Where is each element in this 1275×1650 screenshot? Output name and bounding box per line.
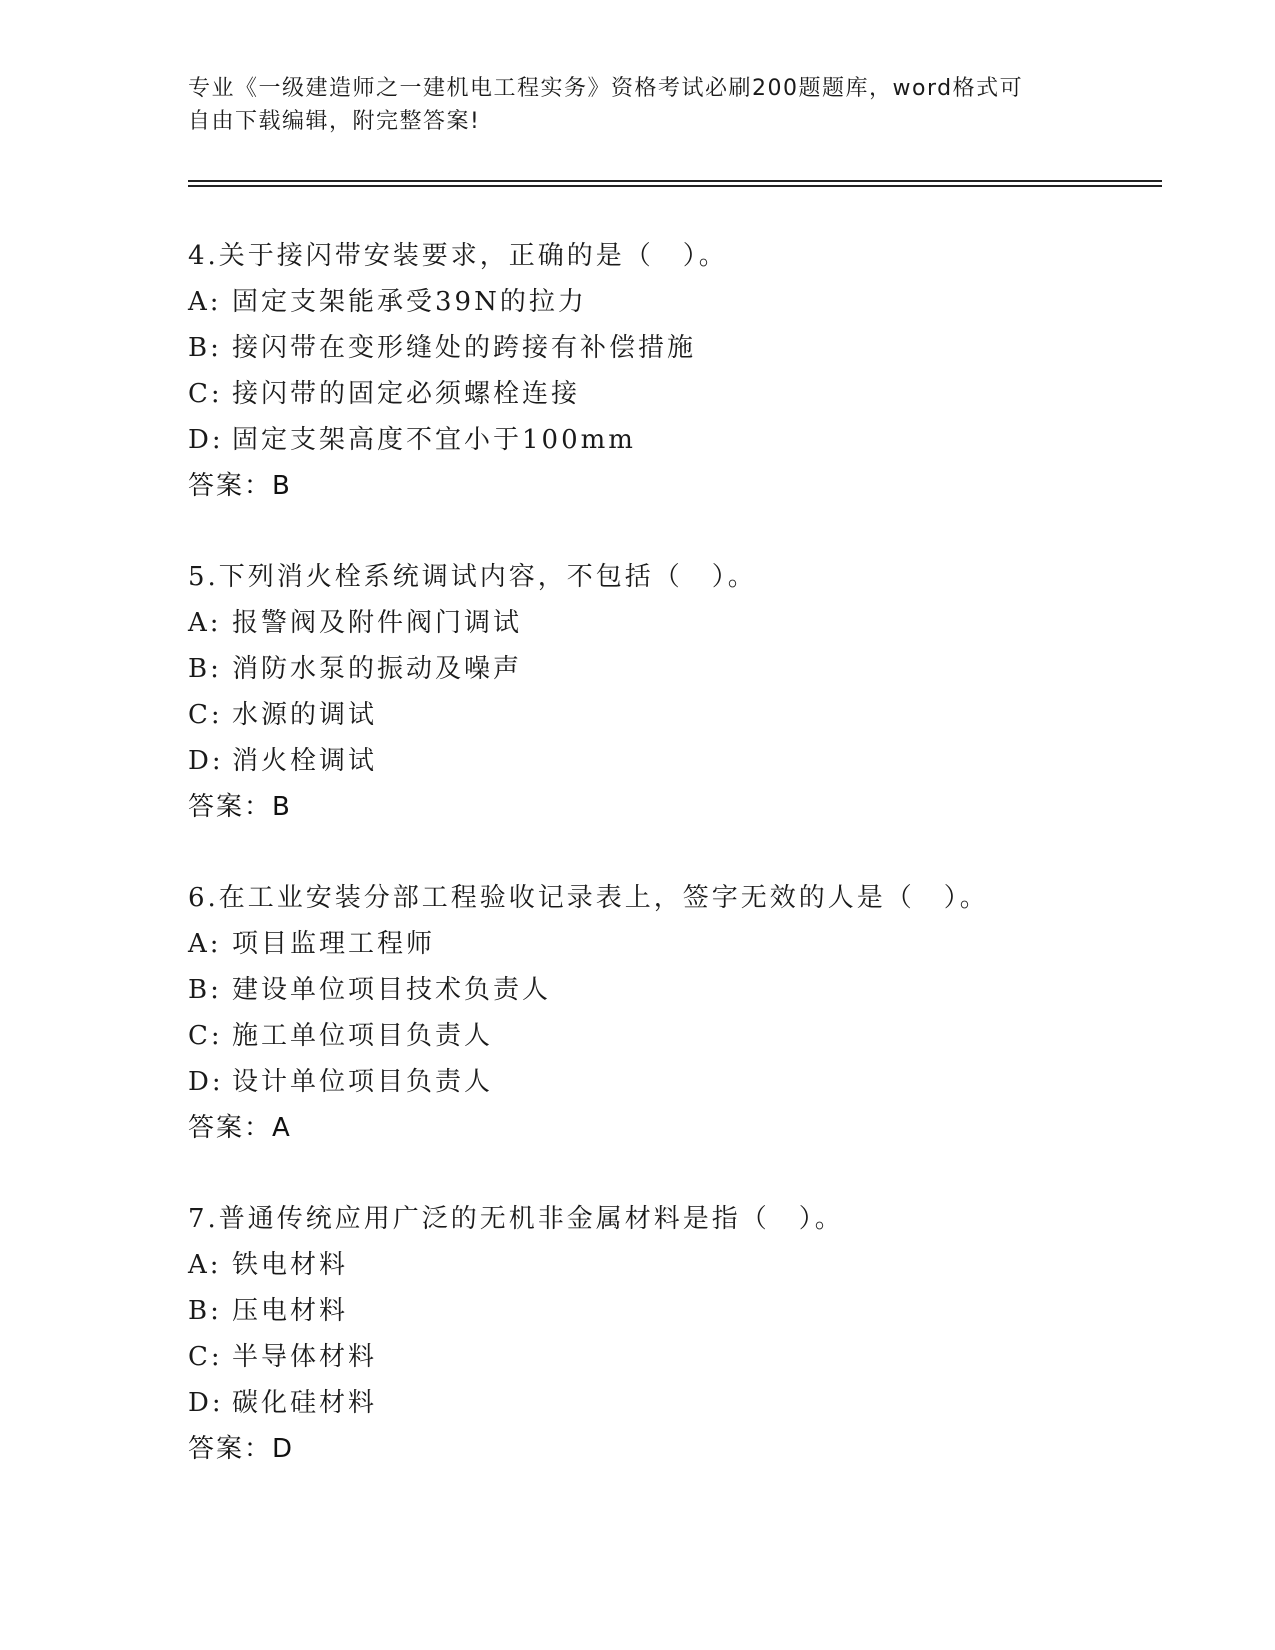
option-letter: C:: [188, 1342, 223, 1372]
option-text: 铁电材料: [232, 1250, 349, 1280]
option-letter: B:: [188, 654, 222, 684]
option-letter: D:: [188, 1067, 224, 1097]
option-text: 建设单位项目技术负责人: [232, 975, 552, 1005]
question-4: [188, 233, 1168, 509]
option-text: 半导体材料: [232, 1342, 378, 1372]
option-c: [188, 692, 1168, 738]
question-7: [188, 1196, 1168, 1472]
option-letter: B:: [188, 333, 222, 363]
question-5: [188, 554, 1168, 830]
option-text: 消防水泵的振动及噪声: [232, 654, 523, 684]
option-text: 压电材料: [232, 1296, 349, 1326]
option-text: 接闪带在变形缝处的跨接有补偿措施: [232, 333, 697, 363]
header-divider-bottom: [188, 185, 1162, 187]
option-letter: D:: [188, 425, 224, 455]
option-letter: C:: [188, 379, 223, 409]
option-letter: B:: [188, 975, 222, 1005]
option-text: 固定支架能承受39N的拉力: [232, 287, 587, 317]
option-letter: A:: [188, 287, 222, 317]
question-stem: 7.普通传统应用广泛的无机非金属材料是指（ ）。: [188, 1204, 844, 1234]
option-b: [188, 646, 1168, 692]
option-d: [188, 417, 1168, 463]
option-b: [188, 325, 1168, 371]
option-c: [188, 1334, 1168, 1380]
option-letter: A:: [188, 1250, 222, 1280]
option-c: [188, 371, 1168, 417]
option-text: 接闪带的固定必须螺栓连接: [232, 379, 581, 409]
header-line-1: 专业《一级建造师之一建机电工程实务》资格考试必刷200题题库，word格式可: [188, 76, 1024, 101]
option-letter: A:: [188, 929, 222, 959]
answer-line: 答案：D: [188, 1434, 295, 1464]
option-letter: B:: [188, 1296, 222, 1326]
option-letter: A:: [188, 608, 222, 638]
option-text: 消火栓调试: [232, 746, 378, 776]
option-b: [188, 1288, 1168, 1334]
option-a: [188, 279, 1168, 325]
option-d: [188, 1380, 1168, 1426]
answer-line: 答案：A: [188, 1113, 292, 1143]
option-text: 固定支架高度不宜小于100mm: [232, 425, 636, 455]
option-d: [188, 738, 1168, 784]
option-letter: D:: [188, 746, 224, 776]
option-text: 项目监理工程师: [232, 929, 436, 959]
question-stem: 6.在工业安装分部工程验收记录表上，签字无效的人是（ ）。: [188, 883, 989, 913]
answer-line: 答案：B: [188, 471, 292, 501]
option-a: [188, 921, 1168, 967]
header-line-2: 自由下载编辑，附完整答案!: [188, 109, 481, 134]
header-divider-top: [188, 180, 1162, 182]
option-a: [188, 600, 1168, 646]
answer-line: 答案：B: [188, 792, 292, 822]
question-stem: 5.下列消火栓系统调试内容，不包括（ ）。: [188, 562, 757, 592]
document-header: [188, 72, 1068, 138]
option-text: 水源的调试: [232, 700, 378, 730]
option-letter: C:: [188, 1021, 223, 1051]
question-6: [188, 875, 1168, 1151]
option-text: 碳化硅材料: [232, 1388, 378, 1418]
option-d: [188, 1059, 1168, 1105]
option-a: [188, 1242, 1168, 1288]
question-stem: 4.关于接闪带安装要求，正确的是（ ）。: [188, 241, 728, 271]
option-c: [188, 1013, 1168, 1059]
option-letter: C:: [188, 700, 223, 730]
option-text: 设计单位项目负责人: [232, 1067, 494, 1097]
option-b: [188, 967, 1168, 1013]
option-text: 施工单位项目负责人: [232, 1021, 494, 1051]
option-letter: D:: [188, 1388, 224, 1418]
option-text: 报警阀及附件阀门调试: [232, 608, 523, 638]
